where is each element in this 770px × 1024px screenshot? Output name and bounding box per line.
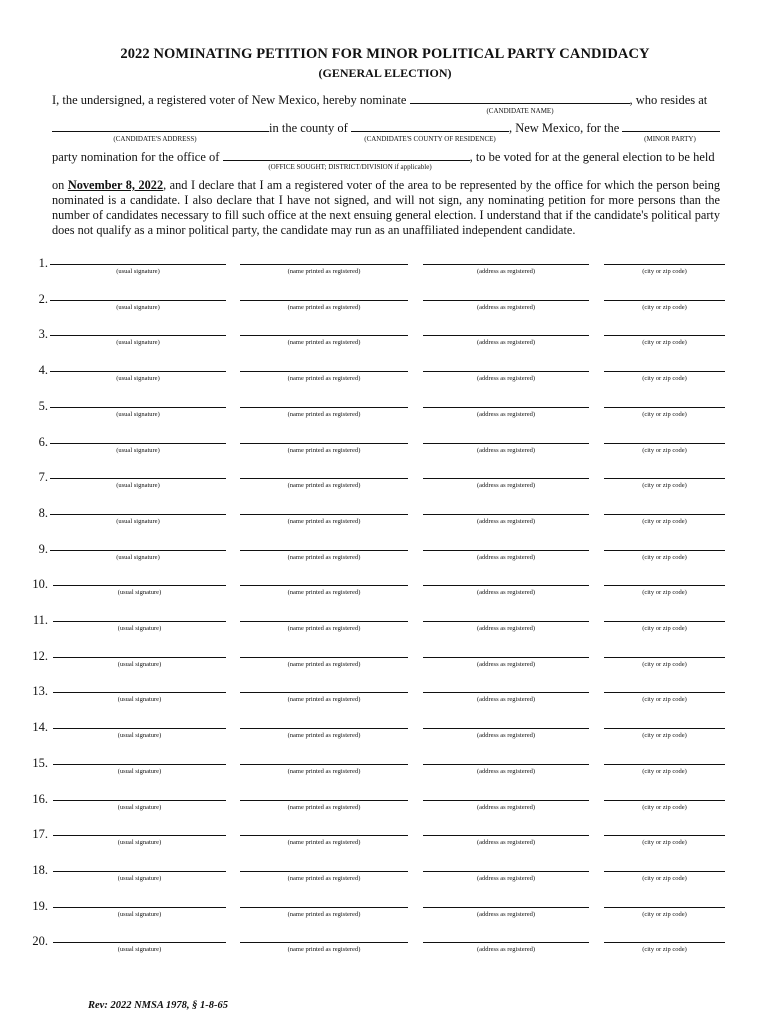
signature-row (0, 363, 770, 399)
city-zip-line-caption: (city or zip code) (642, 625, 687, 632)
name-printed-line[interactable] (240, 800, 408, 801)
name-printed-line[interactable] (240, 907, 408, 908)
city-zip-line[interactable] (604, 907, 725, 908)
row-number: 12. (32, 648, 48, 663)
signature-line[interactable] (50, 514, 226, 515)
city-zip-line-caption: (city or zip code) (642, 732, 687, 740)
row-number: 17. (32, 827, 48, 842)
city-zip-line-caption: (city or zip code) (642, 482, 687, 490)
address-line-caption: (address as registered) (476, 517, 536, 525)
row-number: 15. (32, 755, 48, 770)
address-line[interactable] (423, 514, 589, 515)
name-printed-line-caption: (name printed as registered) (287, 910, 361, 918)
address-line[interactable] (423, 300, 589, 301)
minor-party-field[interactable] (622, 120, 720, 132)
county-label: in the county of (269, 121, 348, 135)
name-printed-line-caption: (name printed as registered) (287, 553, 361, 561)
city-zip-line[interactable] (604, 407, 725, 408)
signature-line-caption: (usual signature) (117, 625, 162, 632)
address-line[interactable] (423, 550, 589, 551)
signature-row (0, 684, 770, 720)
signature-line[interactable] (53, 942, 226, 943)
name-printed-line-caption: (name printed as registered) (287, 803, 361, 811)
row-number: 8. (38, 505, 48, 520)
signature-row (0, 863, 770, 899)
city-zip-line-caption: (city or zip code) (642, 660, 687, 668)
address-line[interactable] (423, 764, 589, 765)
signature-line-caption: (usual signature) (116, 517, 160, 525)
address-line-caption: (address as registered) (476, 625, 536, 632)
address-line[interactable] (423, 264, 589, 265)
name-printed-line[interactable] (240, 478, 408, 479)
city-zip-line[interactable] (604, 585, 725, 586)
intro-line-3-start: party nomination for the office of (52, 150, 220, 164)
city-zip-line[interactable] (604, 371, 725, 372)
signature-line-caption: (usual signature) (117, 874, 162, 882)
address-line-caption: (address as registered) (476, 589, 536, 597)
address-line[interactable] (423, 407, 589, 408)
address-line-caption: (address as registered) (476, 375, 536, 383)
address-line[interactable] (423, 942, 589, 943)
name-printed-line-caption: (name printed as registered) (287, 517, 361, 525)
address-line[interactable] (423, 443, 589, 444)
city-zip-line[interactable] (604, 764, 725, 765)
city-zip-line[interactable] (604, 550, 725, 551)
row-number: 3. (38, 327, 48, 342)
name-printed-line-caption: (name printed as registered) (287, 732, 361, 740)
minor-party-caption: (MINOR PARTY) (644, 135, 696, 143)
address-line-caption: (address as registered) (476, 803, 536, 811)
petition-title: 2022 NOMINATING PETITION FOR MINOR POLITICAL PARTY CANDIDACY (120, 46, 650, 62)
signature-row (0, 292, 770, 328)
name-printed-line[interactable] (240, 692, 408, 693)
city-zip-line-caption: (city or zip code) (642, 803, 687, 811)
signature-line-caption: (usual signature) (117, 910, 162, 918)
name-printed-line-caption: (name printed as registered) (287, 589, 361, 597)
candidate-name-caption: (CANDIDATE NAME) (486, 107, 554, 115)
city-zip-line[interactable] (604, 800, 725, 801)
name-printed-line[interactable] (240, 407, 408, 408)
declaration-text: , and I declare that I am a registered voter of the area to be represented by the office for which the person being nominated is a candidate. I also declare that I have not signed, and will not sign, any nominating petition for more persons than the number of candidates necessary to fill such office at the next ensuing general election. I understand that if the candidate's political party does not qualify as a minor political party, the candidate may run as an unaffiliated independent candidate. (52, 178, 720, 237)
address-line[interactable] (423, 800, 589, 801)
signature-row (0, 934, 770, 970)
name-printed-line-caption: (name printed as registered) (287, 946, 361, 954)
city-zip-line-caption: (city or zip code) (642, 375, 687, 383)
city-zip-line-caption: (city or zip code) (642, 874, 687, 882)
name-printed-line[interactable] (240, 335, 408, 336)
signature-line-caption: (usual signature) (116, 553, 160, 561)
address-line[interactable] (423, 585, 589, 586)
name-printed-line[interactable] (240, 942, 408, 943)
signature-line-caption: (usual signature) (117, 803, 162, 811)
county-caption: (CANDIDATE'S COUNTY OF RESIDENCE) (364, 135, 496, 143)
name-printed-line[interactable] (240, 728, 408, 729)
signature-line-caption: (usual signature) (117, 946, 162, 954)
signature-line-caption: (usual signature) (116, 482, 160, 490)
address-line-caption: (address as registered) (476, 446, 536, 454)
signature-line[interactable] (50, 478, 226, 479)
name-printed-line-caption: (name printed as registered) (287, 339, 361, 347)
city-zip-line[interactable] (604, 264, 725, 265)
city-zip-line[interactable] (604, 621, 725, 622)
name-printed-line[interactable] (240, 443, 408, 444)
signature-line-caption: (usual signature) (116, 303, 160, 311)
row-number: 1. (38, 256, 48, 270)
signature-line-caption: (usual signature) (117, 660, 162, 668)
signature-line[interactable] (53, 871, 226, 872)
name-printed-line[interactable] (240, 585, 408, 586)
name-printed-line[interactable] (240, 514, 408, 515)
signature-row (0, 613, 770, 649)
name-printed-line-caption: (name printed as registered) (287, 446, 361, 454)
signature-line[interactable] (53, 800, 226, 801)
name-printed-line[interactable] (240, 264, 408, 265)
address-line[interactable] (423, 657, 589, 658)
intro-line-1 (52, 92, 707, 108)
city-zip-line-caption: (city or zip code) (642, 517, 687, 525)
address-line-caption: (address as registered) (476, 410, 536, 418)
signature-line[interactable] (53, 728, 226, 729)
signature-row (0, 256, 770, 292)
signature-line[interactable] (50, 550, 226, 551)
name-printed-line-caption: (name printed as registered) (287, 625, 361, 632)
city-zip-line-caption: (city or zip code) (642, 696, 687, 704)
city-zip-line-caption: (city or zip code) (642, 910, 687, 918)
signature-line-caption: (usual signature) (116, 446, 160, 454)
city-zip-line-caption: (city or zip code) (642, 410, 687, 418)
signature-row (0, 577, 770, 613)
signature-row (0, 649, 770, 685)
name-printed-line-caption: (name printed as registered) (287, 660, 361, 668)
signature-line-caption: (usual signature) (116, 339, 160, 347)
name-printed-line[interactable] (240, 871, 408, 872)
city-zip-line[interactable] (604, 300, 725, 301)
address-line-caption: (address as registered) (476, 660, 536, 668)
signature-line[interactable] (53, 621, 226, 622)
signature-line[interactable] (50, 371, 226, 372)
address-line-caption: (address as registered) (476, 553, 536, 561)
row-number: 6. (38, 434, 48, 449)
signature-line[interactable] (53, 907, 226, 908)
address-line-caption: (address as registered) (476, 839, 536, 847)
city-zip-line[interactable] (604, 657, 725, 658)
city-zip-line-caption: (city or zip code) (642, 446, 687, 454)
address-line[interactable] (423, 371, 589, 372)
city-zip-line[interactable] (604, 942, 725, 943)
row-number: 18. (32, 862, 48, 877)
name-printed-line[interactable] (240, 371, 408, 372)
new-mexico-label: , New Mexico, for the (508, 121, 620, 135)
city-zip-line-caption: (city or zip code) (642, 946, 687, 954)
candidate-name-field[interactable] (410, 92, 630, 104)
city-zip-line-caption: (city or zip code) (642, 589, 687, 597)
address-line-caption: (address as registered) (476, 339, 536, 347)
declaration-paragraph (52, 178, 720, 238)
address-line-caption: (address as registered) (476, 482, 536, 490)
address-line[interactable] (423, 871, 589, 872)
signature-line[interactable] (53, 764, 226, 765)
signature-row (0, 435, 770, 471)
name-printed-line[interactable] (240, 300, 408, 301)
name-printed-line-caption: (name printed as registered) (287, 767, 361, 775)
city-zip-line[interactable] (604, 871, 725, 872)
row-number: 19. (32, 898, 48, 913)
row-number: 4. (38, 363, 48, 378)
city-zip-line[interactable] (604, 692, 725, 693)
signature-line[interactable] (50, 335, 226, 336)
election-date: November 8, 2022 (67, 178, 164, 192)
row-number: 5. (38, 398, 48, 413)
signature-line[interactable] (50, 407, 226, 408)
declaration-on: on (52, 178, 65, 192)
signature-row (0, 399, 770, 435)
name-printed-line[interactable] (240, 764, 408, 765)
signature-line-caption: (usual signature) (116, 268, 160, 275)
row-number: 13. (32, 684, 48, 699)
address-line-caption: (address as registered) (476, 910, 536, 918)
city-zip-line[interactable] (604, 335, 725, 336)
city-zip-line[interactable] (604, 514, 725, 515)
signature-line[interactable] (53, 835, 226, 836)
city-zip-line[interactable] (604, 728, 725, 729)
name-printed-line-caption: (name printed as registered) (287, 303, 361, 311)
row-number: 9. (38, 541, 48, 556)
name-printed-line-caption: (name printed as registered) (287, 375, 361, 383)
signature-line[interactable] (53, 657, 226, 658)
address-line[interactable] (423, 907, 589, 908)
intro-line-3-end: , to be voted for at the general election to be held (469, 150, 715, 164)
row-number: 20. (32, 934, 48, 949)
signature-line-caption: (usual signature) (117, 732, 162, 740)
address-line[interactable] (423, 835, 589, 836)
signature-line-caption: (usual signature) (116, 375, 160, 383)
signature-row (0, 827, 770, 863)
signature-line-caption: (usual signature) (117, 696, 162, 704)
signature-row (0, 792, 770, 828)
signature-line[interactable] (53, 585, 226, 586)
revision-footer: Rev: 2022 NMSA 1978, § 1-8-65 (88, 1000, 228, 1011)
signature-row (0, 542, 770, 578)
city-zip-line-caption: (city or zip code) (642, 839, 687, 847)
row-number: 10. (32, 577, 48, 592)
signature-line[interactable] (53, 692, 226, 693)
city-zip-line-caption: (city or zip code) (642, 268, 687, 275)
candidate-address-caption: (CANDIDATE'S ADDRESS) (113, 135, 197, 143)
address-line[interactable] (423, 692, 589, 693)
signature-row (0, 327, 770, 363)
address-line[interactable] (423, 478, 589, 479)
address-line-caption: (address as registered) (476, 946, 536, 954)
name-printed-line-caption: (name printed as registered) (287, 410, 361, 418)
name-printed-line[interactable] (240, 835, 408, 836)
name-printed-line[interactable] (240, 621, 408, 622)
row-number: 14. (32, 720, 48, 735)
signature-row (0, 506, 770, 542)
name-printed-line-caption: (name printed as registered) (287, 874, 361, 882)
address-line-caption: (address as registered) (476, 874, 536, 882)
intro-line-2 (52, 120, 720, 136)
address-line[interactable] (423, 621, 589, 622)
row-number: 2. (38, 291, 48, 306)
address-line-caption: (address as registered) (476, 767, 536, 775)
city-zip-line-caption: (city or zip code) (642, 553, 687, 561)
row-number: 11. (32, 613, 48, 627)
signature-line[interactable] (50, 443, 226, 444)
signature-line-caption: (usual signature) (117, 839, 162, 847)
petition-subtitle: (GENERAL ELECTION) (318, 66, 452, 80)
signature-line-caption: (usual signature) (117, 767, 162, 775)
address-line[interactable] (423, 728, 589, 729)
name-printed-line-caption: (name printed as registered) (287, 268, 361, 275)
address-line[interactable] (423, 335, 589, 336)
signature-line[interactable] (50, 300, 226, 301)
signature-row (0, 470, 770, 506)
intro-line-1-end: , who resides at (629, 93, 708, 107)
name-printed-line[interactable] (240, 657, 408, 658)
city-zip-line[interactable] (604, 478, 725, 479)
county-field[interactable] (351, 120, 509, 132)
city-zip-line-caption: (city or zip code) (642, 767, 687, 775)
city-zip-line[interactable] (604, 443, 725, 444)
city-zip-line[interactable] (604, 835, 725, 836)
address-line-caption: (address as registered) (476, 303, 536, 311)
name-printed-line-caption: (name printed as registered) (287, 696, 361, 704)
row-number: 16. (32, 791, 48, 806)
office-sought-field[interactable] (223, 149, 470, 161)
office-sought-caption: (OFFICE SOUGHT; DISTRICT/DIVISION if applicable) (268, 163, 432, 171)
city-zip-line-caption: (city or zip code) (642, 339, 687, 347)
signature-row (0, 720, 770, 756)
candidate-address-field[interactable] (52, 120, 269, 132)
signature-line-caption: (usual signature) (116, 410, 160, 418)
intro-line-1-start: I, the undersigned, a registered voter of New Mexico, hereby nominate (52, 93, 407, 107)
name-printed-line-caption: (name printed as registered) (287, 482, 361, 490)
signature-row (0, 756, 770, 792)
address-line-caption: (address as registered) (476, 696, 536, 704)
signature-line-caption: (usual signature) (117, 589, 162, 597)
address-line-caption: (address as registered) (476, 268, 536, 275)
city-zip-line-caption: (city or zip code) (642, 303, 687, 311)
address-line-caption: (address as registered) (476, 732, 536, 740)
name-printed-line[interactable] (240, 550, 408, 551)
name-printed-line-caption: (name printed as registered) (287, 839, 361, 847)
row-number: 7. (38, 470, 48, 485)
signature-row (0, 899, 770, 935)
signature-line[interactable] (50, 264, 226, 265)
